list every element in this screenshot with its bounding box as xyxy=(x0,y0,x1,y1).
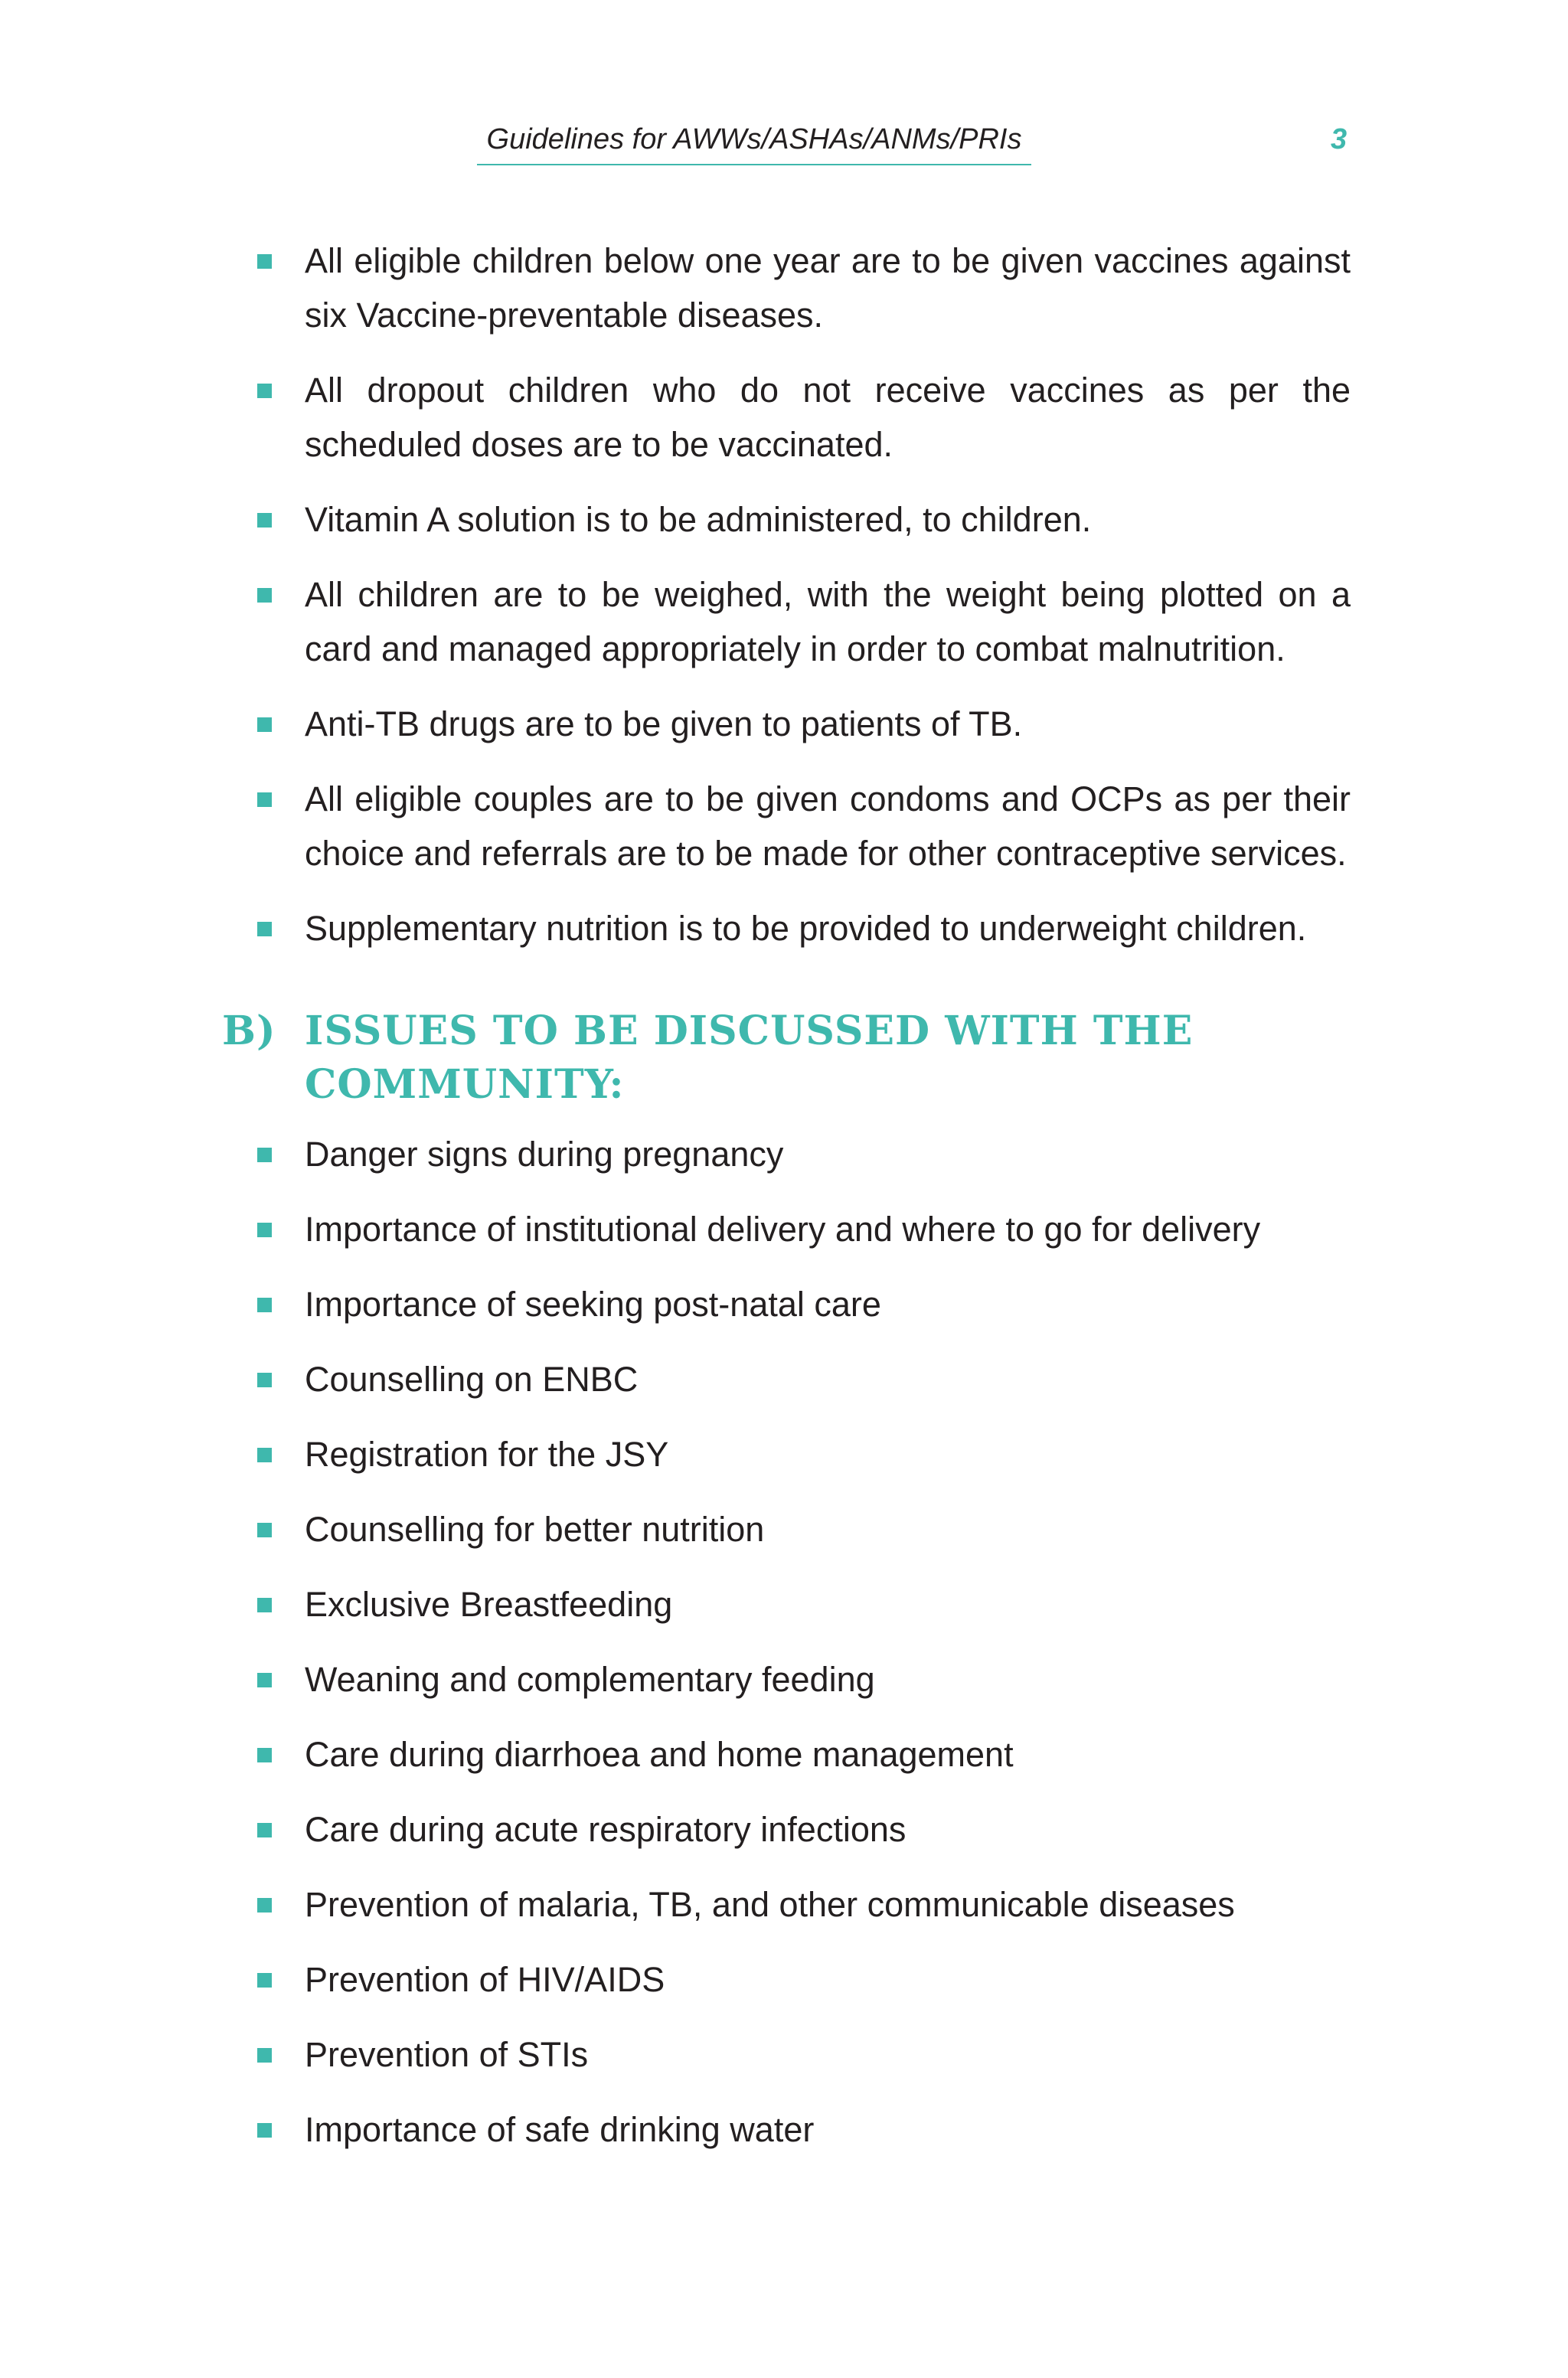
list-item-text: Prevention of HIV/AIDS xyxy=(305,1960,665,1999)
section-letter: B) xyxy=(222,1008,276,1054)
square-bullet-icon xyxy=(257,1298,272,1312)
square-bullet-icon xyxy=(257,1523,272,1537)
list-item-text: Weaning and complementary feeding xyxy=(305,1660,875,1699)
community-issues-list xyxy=(0,1127,1568,2177)
list-item xyxy=(0,234,1351,342)
list-item xyxy=(0,1202,1351,1256)
square-bullet-icon xyxy=(257,1598,272,1612)
list-item xyxy=(0,901,1351,955)
square-bullet-icon xyxy=(257,922,272,936)
square-bullet-icon xyxy=(257,1223,272,1237)
square-bullet-icon xyxy=(257,1673,272,1687)
square-bullet-icon xyxy=(257,1748,272,1762)
list-item-text: Importance of institutional delivery and where to go for delivery xyxy=(305,1210,1261,1249)
section-title: ISSUES TO BE DISCUSSED WITH THE COMMUNITY: xyxy=(305,1008,1194,1108)
list-item xyxy=(0,2102,1351,2157)
square-bullet-icon xyxy=(257,1973,272,1988)
list-item-text: Danger signs during pregnancy xyxy=(305,1135,784,1174)
list-item-text: Vitamin A solution is to be administered, to children. xyxy=(305,500,1092,539)
square-bullet-icon xyxy=(257,792,272,807)
list-item xyxy=(0,1802,1351,1857)
list-item xyxy=(0,697,1351,751)
square-bullet-icon xyxy=(257,254,272,269)
list-item-text: Anti-TB drugs are to be given to patients of TB. xyxy=(305,704,1023,743)
square-bullet-icon xyxy=(257,2048,272,2063)
list-item xyxy=(0,1727,1351,1782)
running-header-title: Guidelines for AWWs/ASHAs/ANMs/PRIs xyxy=(477,119,1031,165)
list-item-text: Counselling for better nutrition xyxy=(305,1510,765,1549)
list-item xyxy=(0,1427,1351,1481)
list-item-text: Importance of seeking post-natal care xyxy=(305,1285,881,1324)
list-item xyxy=(0,363,1351,472)
list-item xyxy=(0,1352,1351,1406)
list-item-text: All eligible children below one year are to be given vaccines against six Vaccine-preventable diseases. xyxy=(305,241,1351,335)
list-item xyxy=(0,772,1351,880)
page-number: 3 xyxy=(1331,123,1348,155)
square-bullet-icon xyxy=(257,1373,272,1387)
list-item-text: All children are to be weighed, with the weight being plotted on a card and managed appropriately in order to combat malnutrition. xyxy=(305,575,1351,668)
list-item-text: Prevention of STIs xyxy=(305,2035,589,2074)
square-bullet-icon xyxy=(257,1148,272,1162)
square-bullet-icon xyxy=(257,384,272,398)
running-header xyxy=(0,115,1568,168)
list-item xyxy=(0,567,1351,676)
list-item-text: All dropout children who do not receive vaccines as per the scheduled doses are to be vaccinated. xyxy=(305,371,1351,464)
list-item xyxy=(0,1127,1351,1181)
square-bullet-icon xyxy=(257,717,272,732)
square-bullet-icon xyxy=(257,2123,272,2138)
list-item-text: Counselling on ENBC xyxy=(305,1360,639,1399)
list-item xyxy=(0,492,1351,547)
square-bullet-icon xyxy=(257,1448,272,1462)
list-item-text: Importance of safe drinking water xyxy=(305,2110,815,2149)
list-item-text: Supplementary nutrition is to be provided to underweight children. xyxy=(305,909,1307,948)
list-item-text: Care during acute respiratory infections xyxy=(305,1810,906,1849)
list-item-text: Prevention of malaria, TB, and other communicable diseases xyxy=(305,1885,1235,1924)
square-bullet-icon xyxy=(257,1823,272,1837)
list-item xyxy=(0,2027,1351,2082)
list-item-text: Care during diarrhoea and home management xyxy=(305,1735,1014,1774)
square-bullet-icon xyxy=(257,513,272,528)
list-item xyxy=(0,1277,1351,1331)
square-bullet-icon xyxy=(257,1898,272,1913)
list-item-text: Exclusive Breastfeeding xyxy=(305,1585,673,1624)
list-item-text: Registration for the JSY xyxy=(305,1435,669,1474)
list-item xyxy=(0,1952,1351,2007)
list-item-text: All eligible couples are to be given condoms and OCPs as per their choice and referrals are to be made for other contraceptive services. xyxy=(305,779,1351,873)
list-item xyxy=(0,1502,1351,1556)
service-guidelines-list xyxy=(0,234,1568,976)
list-item xyxy=(0,1877,1351,1932)
square-bullet-icon xyxy=(257,588,272,603)
list-item xyxy=(0,1577,1351,1632)
list-item xyxy=(0,1652,1351,1707)
